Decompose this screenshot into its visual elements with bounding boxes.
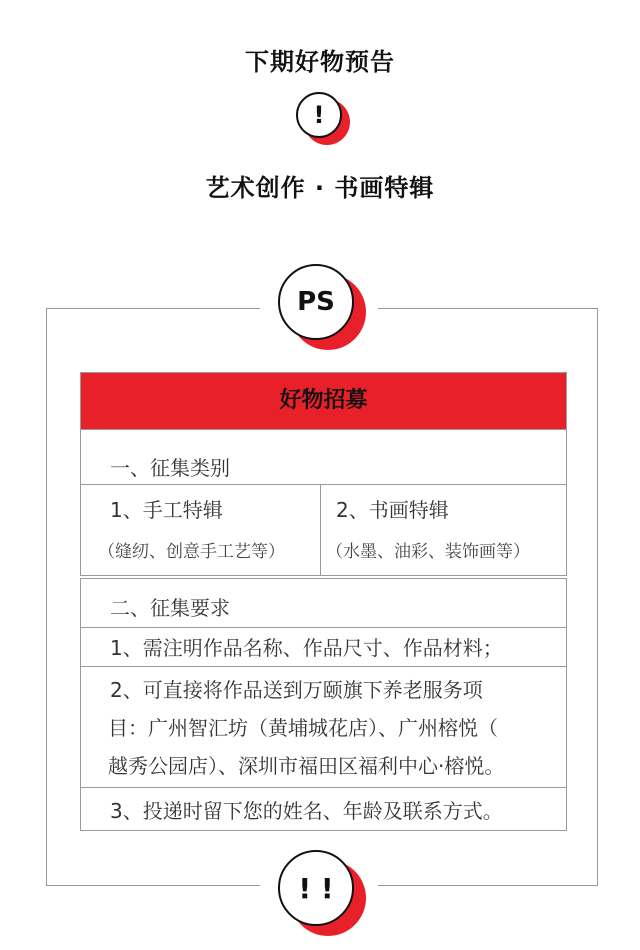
requirement-3: 3、投递时留下您的姓名、年龄及联系方式。 <box>110 799 503 823</box>
ps-badge-face: PS <box>278 264 354 340</box>
exclamation-badge-face: ! <box>296 92 342 138</box>
page-subtitle: 艺术创作 · 书画特辑 <box>205 174 435 202</box>
requirement-2-line-1: 2、可直接将作品送到万颐旗下养老服务项 <box>110 678 483 702</box>
category-hand-title: 1、手工特辑 <box>110 498 223 522</box>
category-hand-desc: （缝纫、创意手工艺等） <box>98 542 285 562</box>
ps-badge <box>278 264 368 354</box>
double-exclamation-icon <box>278 850 368 940</box>
frame-bottom-left <box>46 885 260 886</box>
requirement-1: 1、需注明作品名称、作品尺寸、作品材料； <box>110 636 503 660</box>
section1-heading: 一、征集类别 <box>110 456 230 480</box>
frame-top-left <box>46 308 260 309</box>
frame-bottom-right <box>378 885 598 886</box>
frame-right <box>597 308 598 886</box>
requirement-2-line-3: 越秀公园店）、深圳市福田区福利中心·榕悦。 <box>108 754 505 778</box>
double-exclamation-face: ! ! <box>278 850 354 926</box>
section2-heading: 二、征集要求 <box>110 596 230 620</box>
exclamation-icon <box>296 92 350 146</box>
category-art-desc: （水墨、油彩、装饰画等） <box>326 542 530 562</box>
category-art-title: 2、书画特辑 <box>336 498 449 522</box>
requirement-2-line-2: 目：广州智汇坊（黄埔城花店）、广州榕悦（ <box>108 716 498 740</box>
recruit-header <box>80 372 567 430</box>
frame-left <box>46 308 47 886</box>
frame-top-right <box>378 308 598 309</box>
page-title: 下期好物预告 <box>245 48 395 76</box>
recruit-title: 好物招募 <box>279 388 368 413</box>
